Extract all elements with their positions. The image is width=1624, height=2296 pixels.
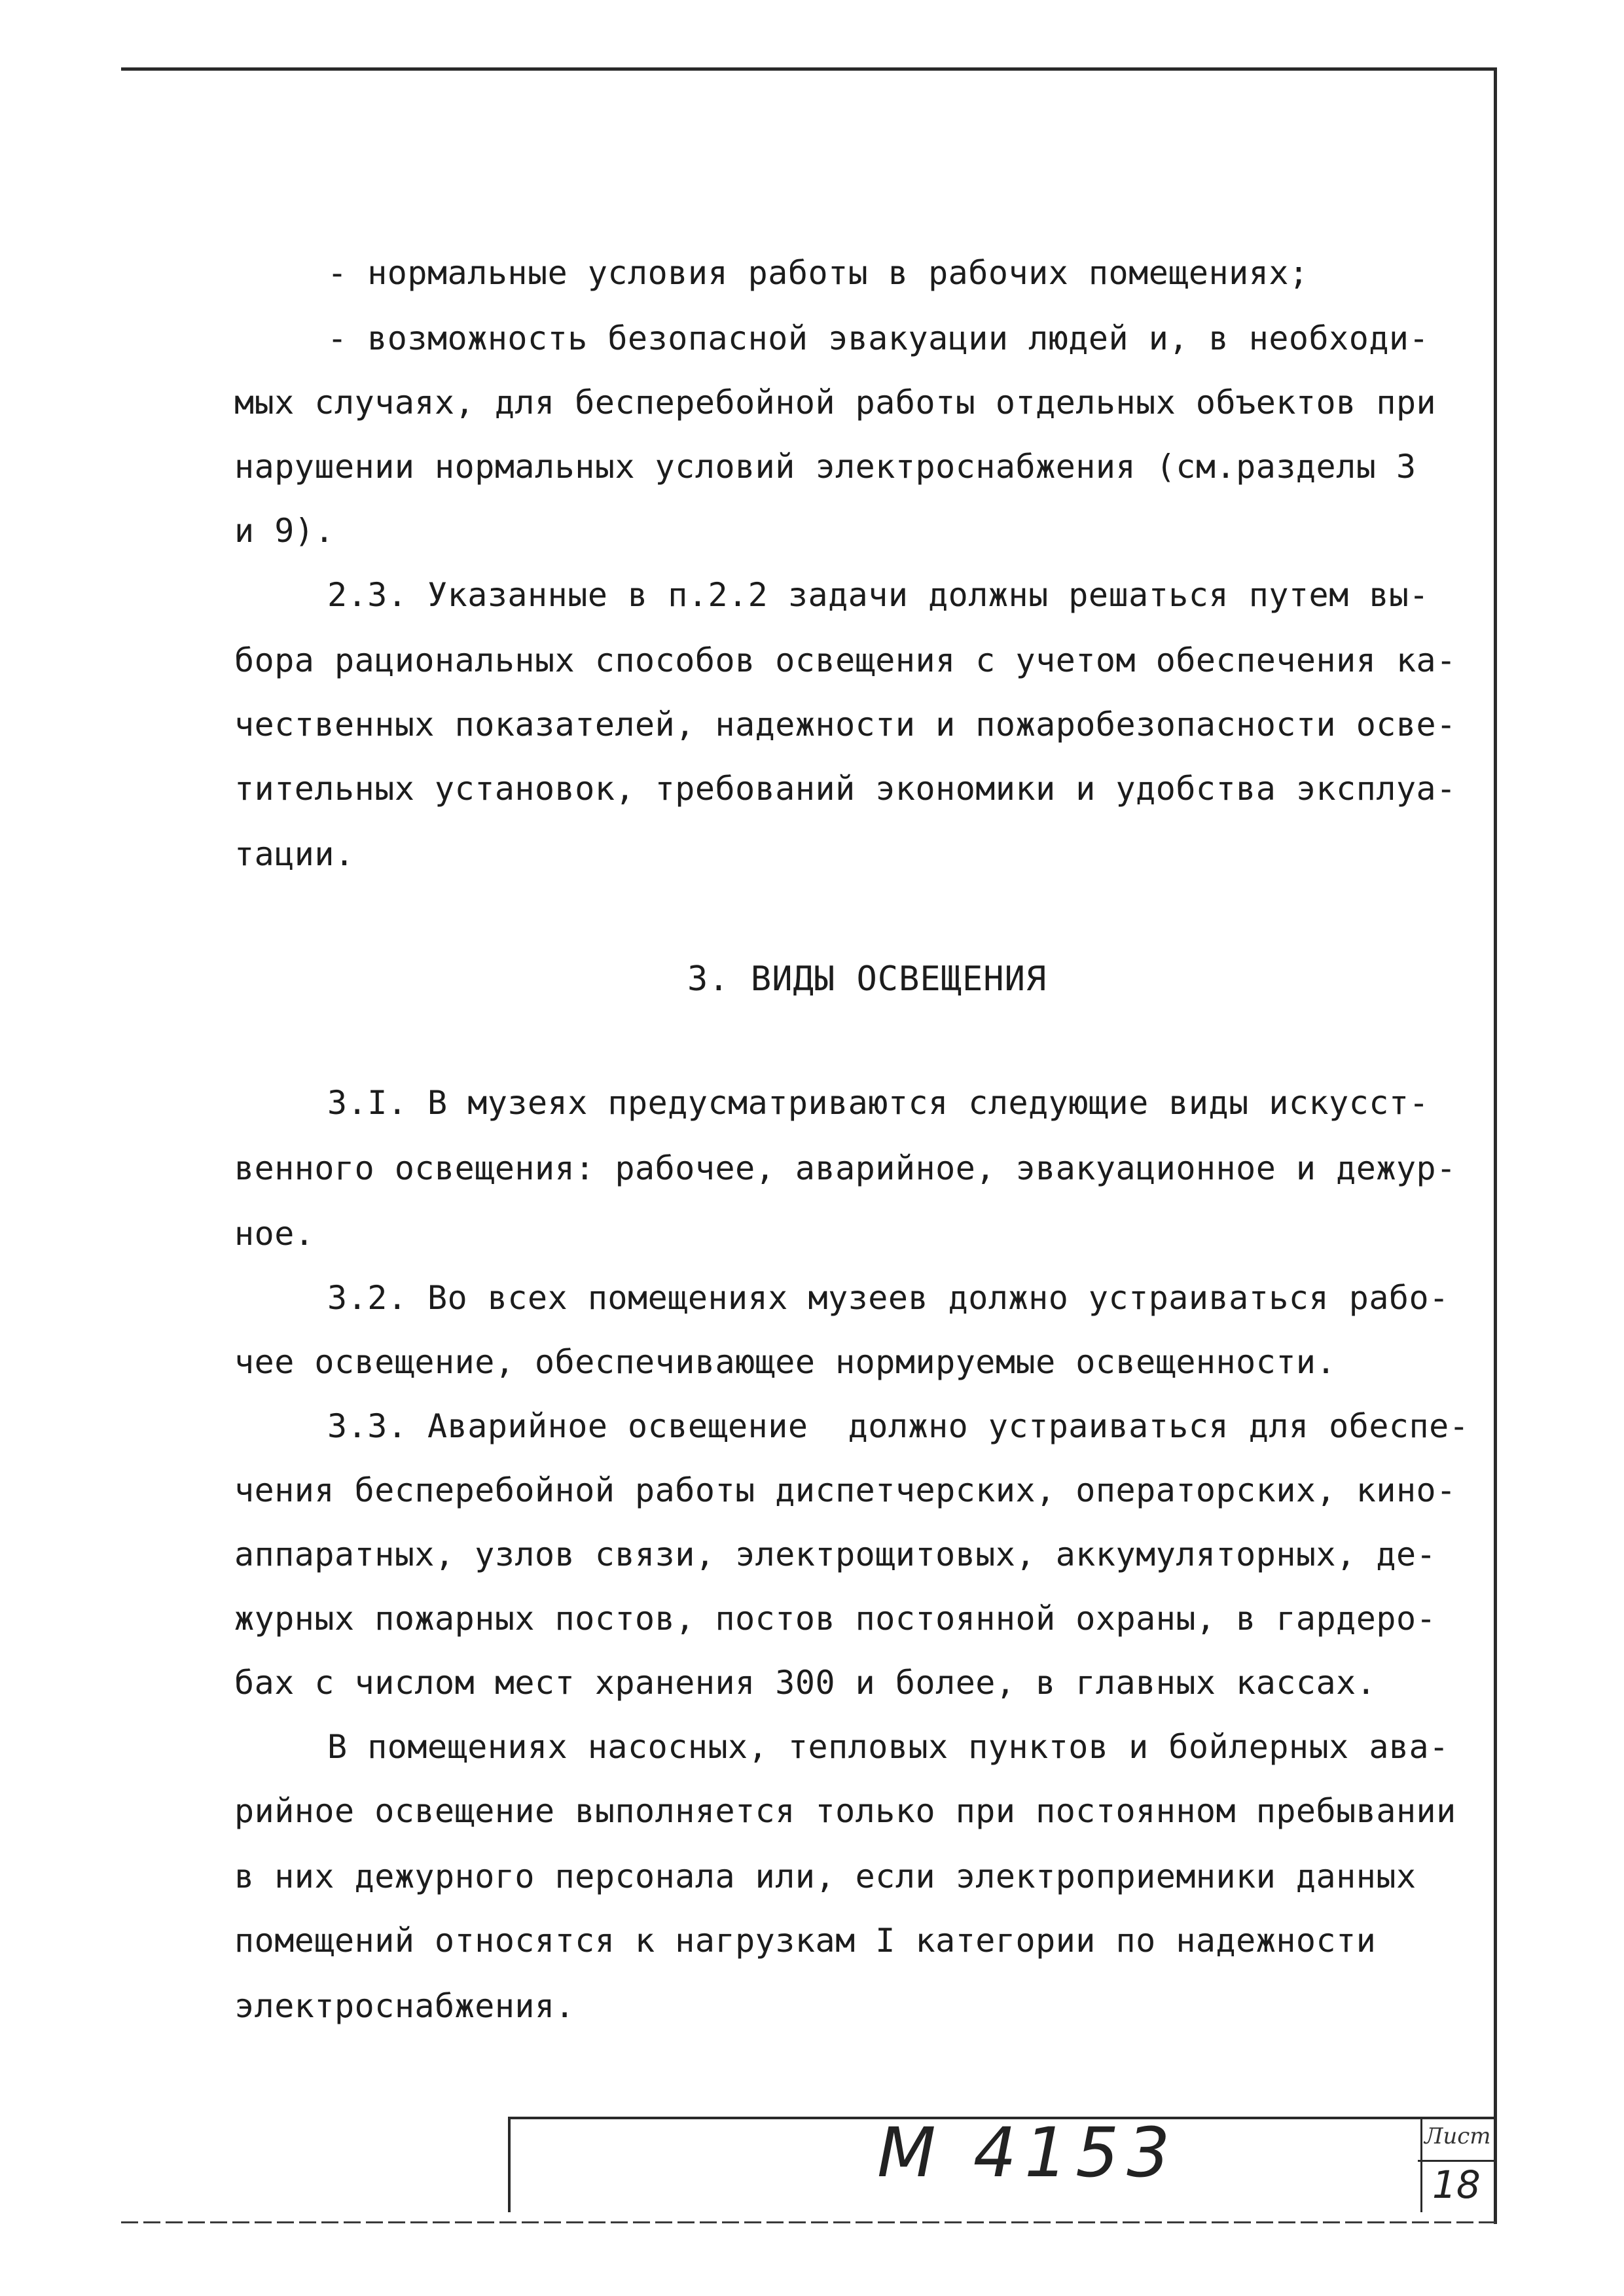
text-line: - возможность безопасной эвакуации людей и, в необходи- (327, 319, 1430, 357)
text-line: в них дежурного персонала или, если электроприемники данных (234, 1857, 1416, 1895)
text-line: бора рациональных способов освещения с учетом обеспечения ка- (234, 641, 1456, 679)
text-line: 3.2. Во всех помещениях музеев должно устраиваться рабо- (327, 1279, 1449, 1317)
frame-bottom-border (121, 2221, 1497, 2223)
text-line: нарушении нормальных условий электроснабжения (см.разделы 3 (234, 448, 1416, 486)
text-line: и 9). (234, 512, 335, 550)
text-line: - нормальные условия работы в рабочих помещениях; (327, 254, 1309, 292)
text-line: аппаратных, узлов связи, электрощитовых, аккумуляторных, де- (234, 1535, 1437, 1573)
text-line: электроснабжения. (234, 1987, 575, 2025)
text-line: чественных показателей, надежности и пожаробезопасности осве- (234, 706, 1456, 744)
text-line: чения бесперебойной работы диспетчерских, операторских, кино- (234, 1471, 1456, 1509)
text-line: 3.I. В музеях предусматриваются следующие виды искусст- (327, 1084, 1430, 1122)
document-code: М 4153 (877, 2113, 1178, 2193)
text-line: чее освещение, обеспечивающее нормируемые освещенности. (234, 1343, 1337, 1381)
frame-right-border (1494, 67, 1497, 2224)
frame-top-border (121, 67, 1497, 71)
text-line: бах с числом мест хранения 300 и более, в главных кассах. (234, 1664, 1377, 1702)
section-heading: 3. ВИДЫ ОСВЕЩЕНИЯ (687, 960, 1047, 999)
text-line: В помещениях насосных, тепловых пунктов и бойлерных ава- (327, 1728, 1449, 1766)
text-line: тительных установок, требований экономики и удобства эксплуа- (234, 770, 1456, 808)
text-line: ное. (234, 1215, 315, 1253)
text-line: 2.3. Указанные в п.2.2 задачи должны решаться путем вы- (327, 576, 1430, 614)
sheet-label: Лист (1424, 2123, 1491, 2149)
text-line: рийное освещение выполняется только при постоянном пребывании (234, 1792, 1456, 1830)
text-line: венного освещения: рабочее, аварийное, эвакуационное и дежур- (234, 1149, 1456, 1187)
sheet-cell-divider (1418, 2160, 1494, 2162)
text-line: 3.3. Аварийное освещение должно устраиваться для обеспе- (327, 1407, 1470, 1445)
text-line: тации. (234, 835, 355, 873)
text-line: помещений относятся к нагрузкам I категории по надежности (234, 1922, 1377, 1960)
text-line: журных пожарных постов, постов постоянной охраны, в гардеро- (234, 1600, 1437, 1638)
text-line: мых случаях, для бесперебойной работы отдельных объектов при (234, 384, 1437, 422)
sheet-number: 18 (1432, 2162, 1481, 2207)
